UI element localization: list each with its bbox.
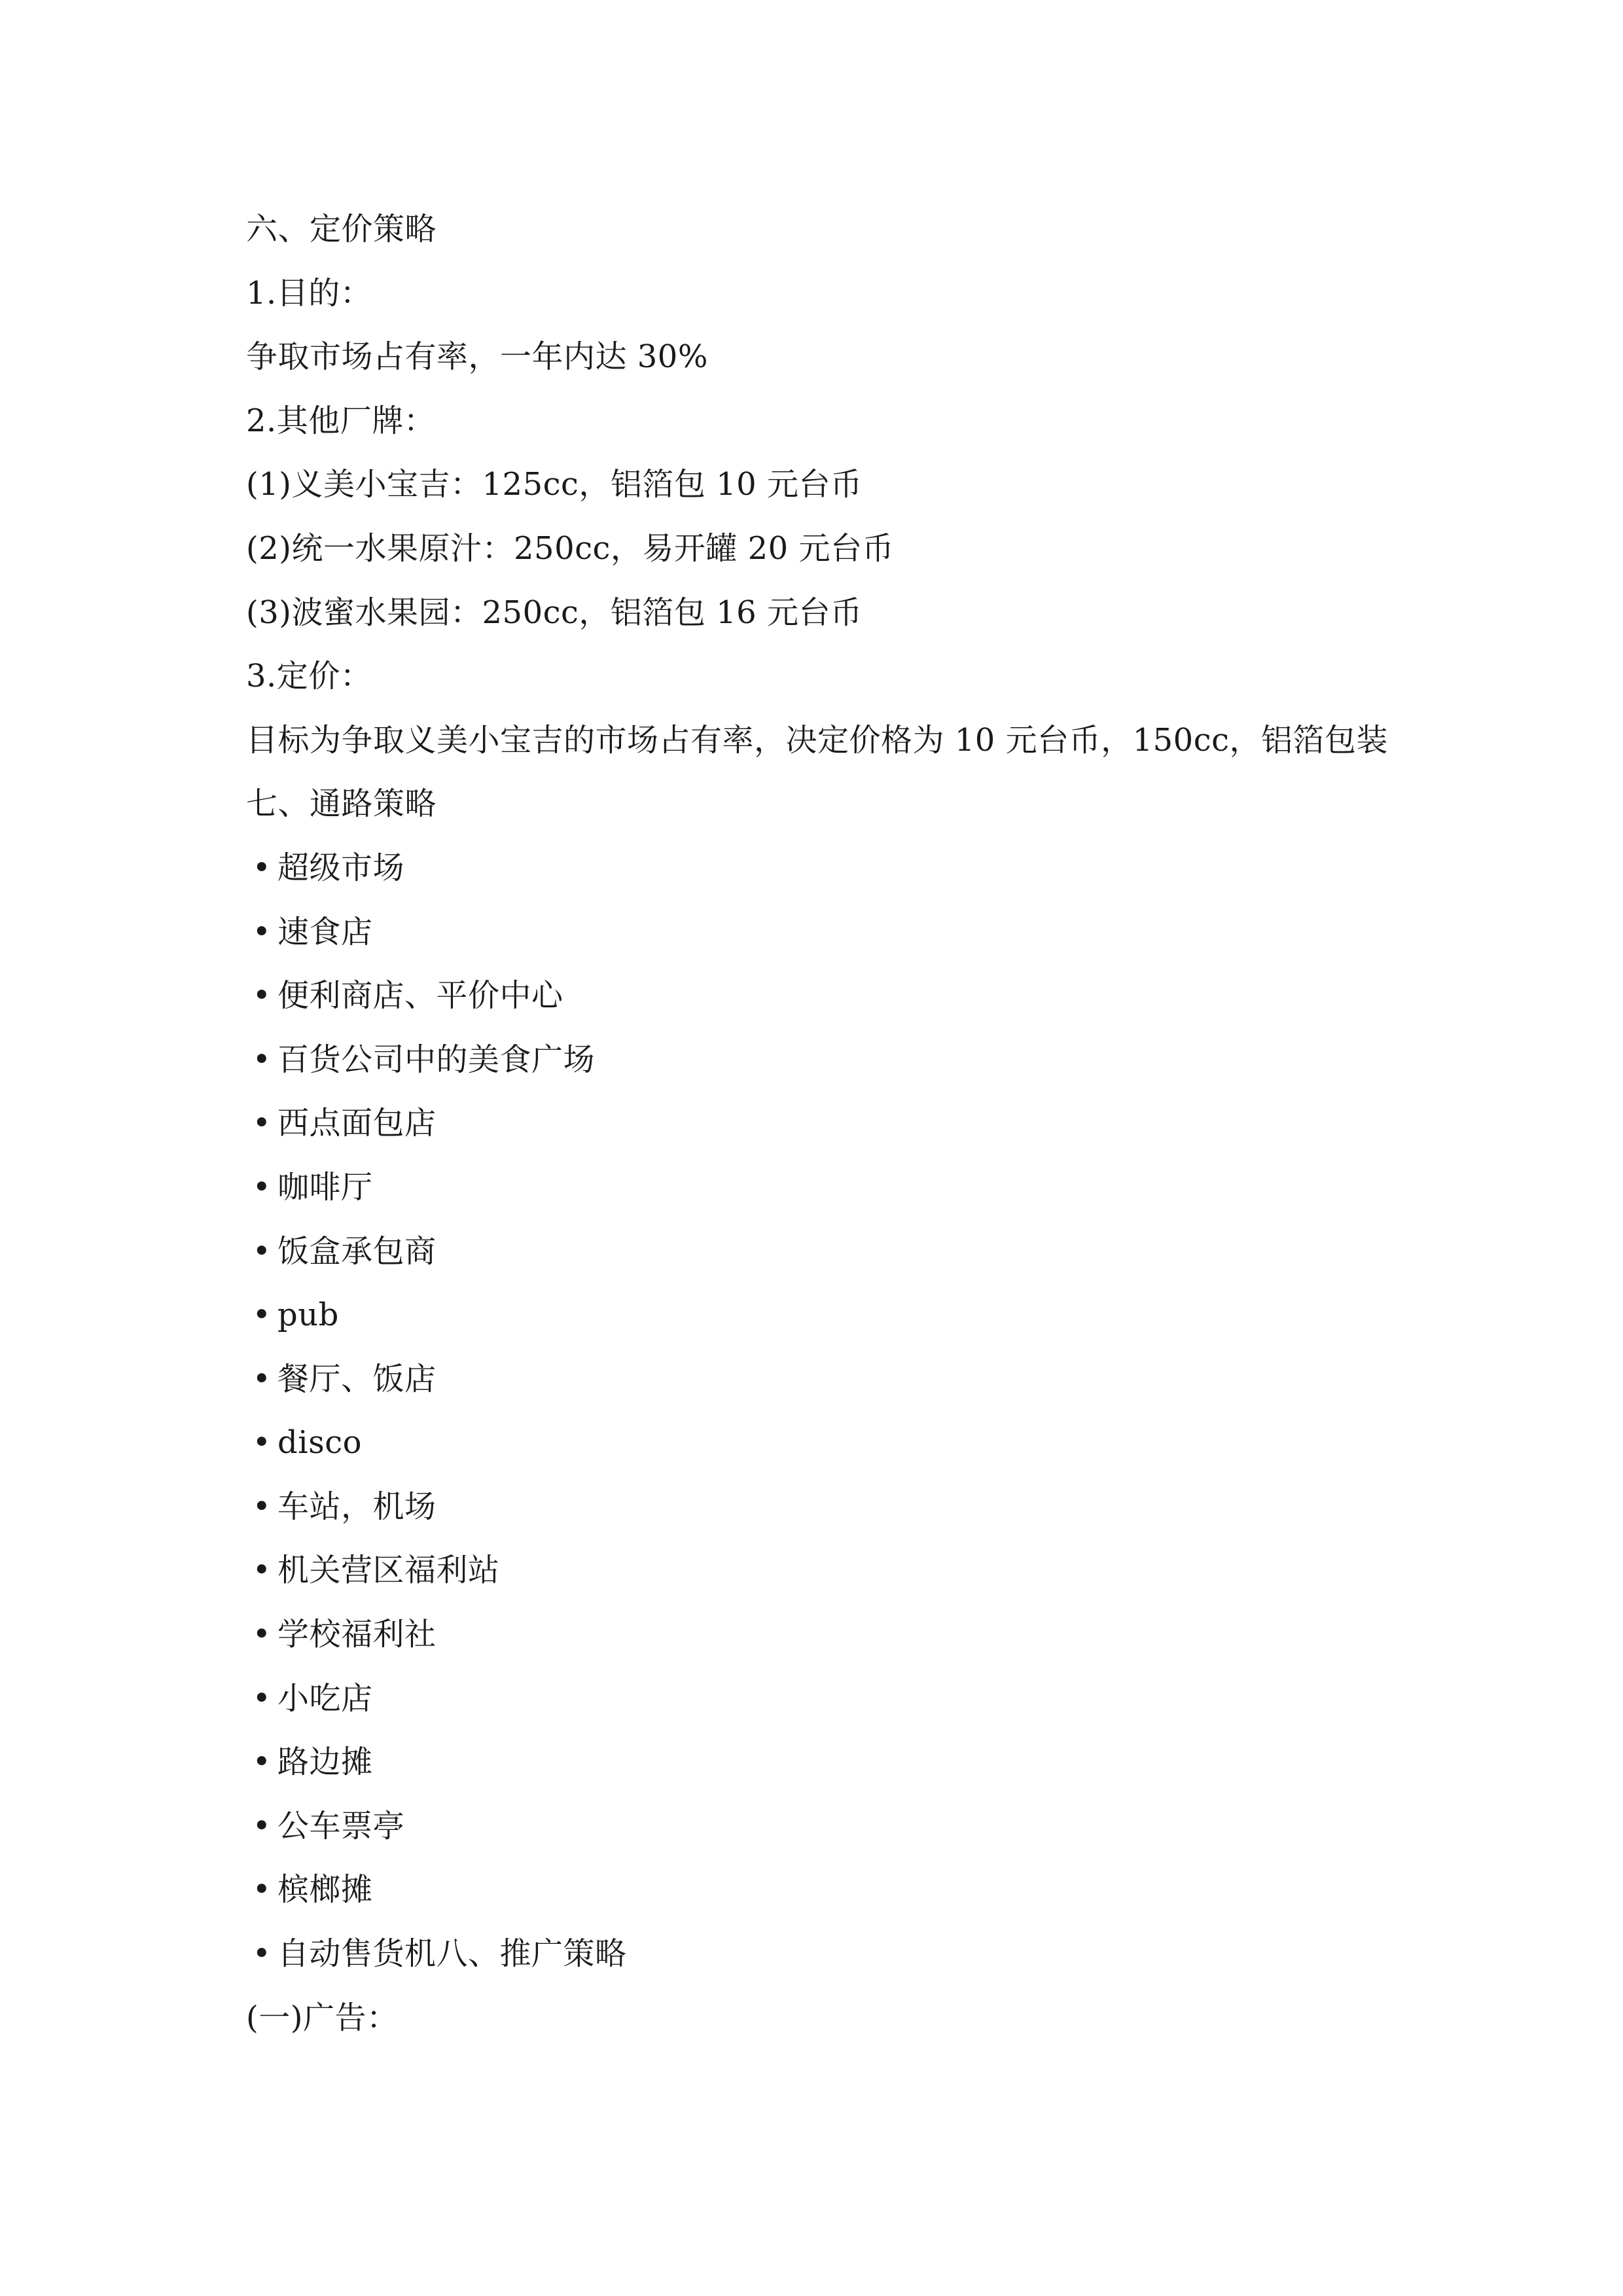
pricing-label: 3.定价： — [246, 658, 372, 695]
channel-list-item — [246, 1283, 1424, 1348]
document-body — [246, 198, 1424, 2050]
channel-list-item — [246, 1348, 1424, 1412]
bullet-icon: • — [252, 977, 272, 1014]
bullet-icon: • — [252, 1041, 272, 1078]
purpose-text: 争取市场占有率，一年内达 30% — [246, 338, 708, 376]
bullet-icon: • — [252, 1488, 272, 1525]
channel-list — [246, 836, 1424, 1986]
channel-list-item — [246, 964, 1424, 1028]
channel-label: 西点面包店 — [277, 1105, 437, 1142]
channel-label: 机关营区福利站 — [277, 1552, 500, 1589]
channel-label: 百货公司中的美食广场 — [277, 1041, 596, 1078]
ad-sub-heading: (一)广告： — [246, 1999, 399, 2036]
pricing-text: 目标为争取义美小宝吉的市场占有率，决定价格为 10 元台币，150cc，铝箔包装 — [246, 721, 1388, 759]
channel-list-item — [246, 1411, 1424, 1475]
channel-label: 便利商店、平价中心 — [277, 977, 563, 1014]
bullet-icon: • — [252, 1424, 272, 1462]
channel-label: 小吃店 — [277, 1679, 373, 1717]
channel-label: 速食店 — [277, 913, 373, 950]
bullet-icon: • — [252, 1871, 272, 1909]
section-heading-channels: 七、通路策略 — [246, 785, 437, 823]
channel-list-item — [246, 836, 1424, 901]
channel-list-item — [246, 1539, 1424, 1603]
channel-label: 学校福利社 — [277, 1616, 437, 1653]
channel-list-item — [246, 901, 1424, 965]
channel-list-item — [246, 1603, 1424, 1667]
bullet-icon: • — [252, 1232, 272, 1270]
bullet-icon: • — [252, 1552, 272, 1589]
channel-list-item — [246, 1858, 1424, 1922]
bullet-icon: • — [252, 849, 272, 886]
channel-list-item — [246, 1220, 1424, 1284]
bullet-icon: • — [252, 1297, 272, 1334]
brand-item: (3)波蜜水果园：250cc，铝箔包 16 元台币 — [246, 594, 863, 631]
channel-list-item — [246, 1028, 1424, 1092]
bullet-icon: • — [252, 1105, 272, 1142]
channel-label: 超级市场 — [277, 849, 405, 886]
channel-label: disco — [277, 1424, 362, 1462]
bullet-icon: • — [252, 1616, 272, 1653]
bullet-icon: • — [252, 1360, 272, 1397]
channel-label: 咖啡厅 — [277, 1168, 373, 1206]
channel-list-item — [246, 1795, 1424, 1859]
channel-label: pub — [277, 1297, 339, 1334]
channel-label: 自动售货机八、推广策略 — [277, 1935, 627, 1973]
bullet-icon: • — [252, 1935, 272, 1973]
channel-label: 公车票亭 — [277, 1807, 405, 1844]
channel-list-item — [246, 1092, 1424, 1156]
bullet-icon: • — [252, 1807, 272, 1844]
channel-label: 餐厅、饭店 — [277, 1360, 437, 1397]
channel-list-item — [246, 1475, 1424, 1539]
section-heading-pricing: 六、定价策略 — [246, 211, 437, 247]
channel-label: 饭盒承包商 — [277, 1232, 437, 1270]
brands-label: 2.其他厂牌： — [246, 402, 436, 439]
channel-list-item — [246, 1731, 1424, 1795]
channel-list-item — [246, 1922, 1424, 1986]
channel-list-item — [246, 1667, 1424, 1731]
channel-label: 路边摊 — [277, 1744, 373, 1781]
channel-label: 车站，机场 — [277, 1488, 437, 1525]
bullet-icon: • — [252, 1679, 272, 1717]
bullet-icon: • — [252, 913, 272, 950]
channel-list-item — [246, 1156, 1424, 1220]
brand-item: (1)义美小宝吉：125cc，铝箔包 10 元台币 — [246, 466, 863, 503]
channel-label: 槟榔摊 — [277, 1871, 373, 1909]
purpose-label: 1.目的： — [246, 274, 372, 312]
bullet-icon: • — [252, 1168, 272, 1206]
brand-item: (2)统一水果原汁：250cc，易开罐 20 元台币 — [246, 529, 894, 567]
bullet-icon: • — [252, 1744, 272, 1781]
